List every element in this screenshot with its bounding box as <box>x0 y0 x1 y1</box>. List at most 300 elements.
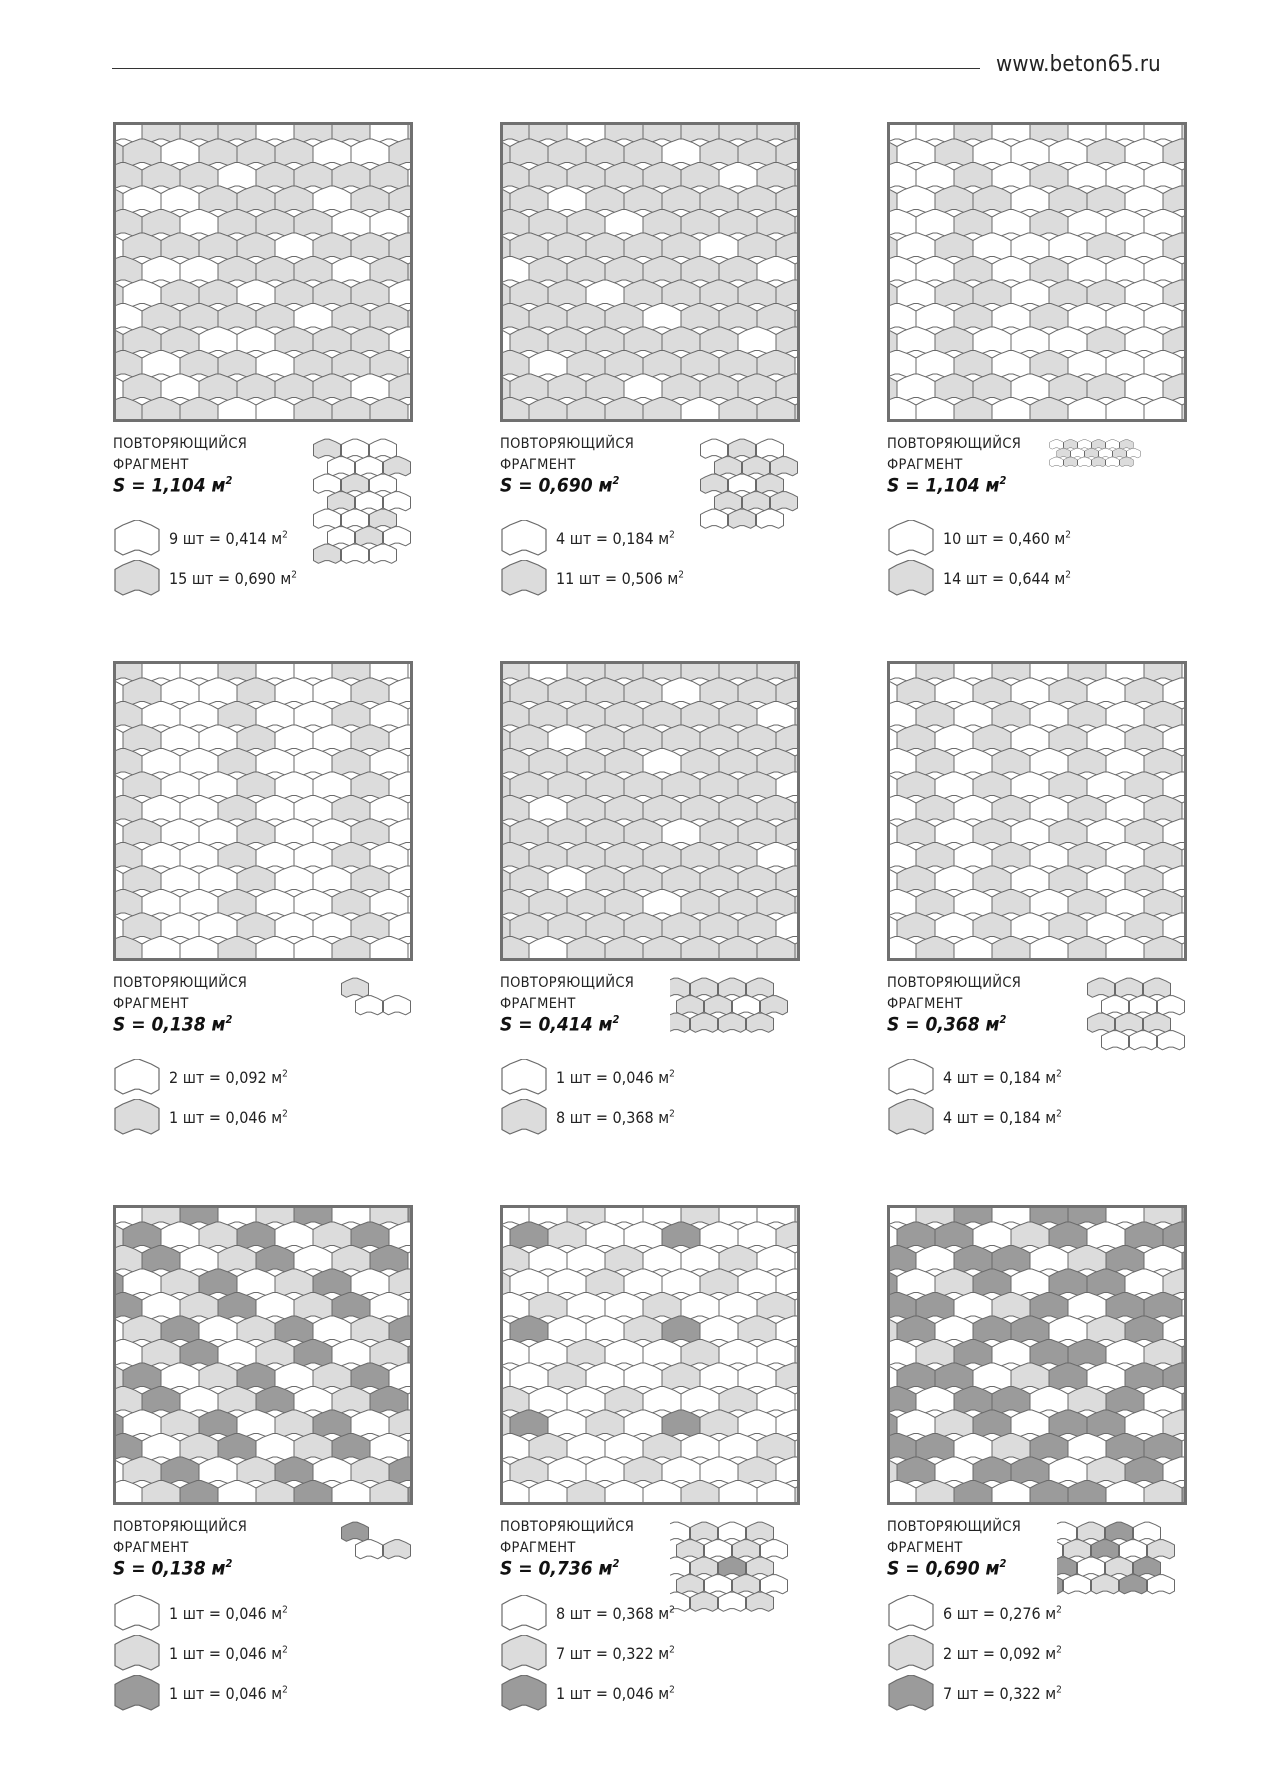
paving-tile <box>992 796 1030 823</box>
paving-tile <box>889 1635 933 1670</box>
paving-tile <box>1106 257 1144 284</box>
legend-row-white: 9 шт = 0,414 $м^2$ <box>113 520 333 560</box>
paving-tile <box>275 913 313 940</box>
paving-tile <box>662 866 700 893</box>
paving-tile <box>719 1557 746 1576</box>
paving-tile <box>332 210 370 237</box>
fragment-label: ПОВТОРЯЮЩИЙСЯ ФРАГМЕНТ <box>887 436 1022 473</box>
paving-tile <box>1049 374 1087 401</box>
paving-tile <box>1106 440 1120 450</box>
paving-tile <box>705 996 732 1015</box>
paving-tile <box>314 474 341 493</box>
paving-tile <box>237 819 275 846</box>
paving-tile <box>897 866 935 893</box>
paving-tile <box>1106 1522 1133 1541</box>
paving-tile <box>954 163 992 190</box>
paving-tile <box>719 163 757 190</box>
paving-tile <box>548 913 586 940</box>
paving-tile <box>142 1434 180 1461</box>
paving-tile <box>218 1387 256 1414</box>
light-gray-tile-swatch <box>113 560 161 600</box>
paving-tile <box>733 996 760 1015</box>
paving-pattern <box>113 1205 413 1505</box>
paving-tile <box>643 351 681 378</box>
paving-tile <box>738 1222 776 1249</box>
paving-tile <box>1064 1575 1091 1594</box>
paving-tile <box>1068 890 1106 917</box>
legend-row-light: 1 шт = 0,046 $м^2$ <box>113 1099 333 1139</box>
paving-tile <box>180 163 218 190</box>
paving-tile <box>351 1363 389 1390</box>
paving-tile <box>916 1293 954 1320</box>
paving-tile <box>1049 725 1087 752</box>
paving-tile <box>719 1434 757 1461</box>
paving-tile <box>314 439 341 458</box>
paving-tile <box>510 186 548 213</box>
paving-tile <box>567 749 605 776</box>
paving-tile <box>370 749 408 776</box>
paving-tile <box>1127 448 1141 458</box>
paving-tile <box>757 843 795 870</box>
paving-tile <box>992 257 1030 284</box>
paving-tile <box>313 1410 351 1437</box>
paving-tile <box>510 725 548 752</box>
paving-tile <box>180 796 218 823</box>
white-tile-swatch <box>113 520 161 560</box>
paving-tile <box>123 1269 161 1296</box>
light-gray-tile-swatch <box>887 560 935 600</box>
paving-tile <box>313 139 351 166</box>
paving-tile <box>237 280 275 307</box>
paving-tile <box>605 796 643 823</box>
paving-pattern <box>887 661 1187 961</box>
light-gray-tile-swatch <box>500 560 548 600</box>
paving-tile <box>935 1410 973 1437</box>
paving-tile <box>935 1269 973 1296</box>
paving-tile <box>1030 1434 1068 1461</box>
paving-tile <box>332 1387 370 1414</box>
paving-tile <box>123 1222 161 1249</box>
paving-tile <box>719 1387 757 1414</box>
paving-tile <box>1088 978 1115 997</box>
light-gray-tile-swatch <box>113 1635 161 1675</box>
paving-tile <box>624 913 662 940</box>
paving-tile <box>700 280 738 307</box>
paving-tile <box>954 257 992 284</box>
paving-tile <box>916 1340 954 1367</box>
paving-tile <box>624 280 662 307</box>
paving-tile <box>1049 678 1087 705</box>
paving-tile <box>935 186 973 213</box>
paving-tile <box>351 280 389 307</box>
paving-tile <box>624 819 662 846</box>
paving-tile <box>142 843 180 870</box>
paving-tile <box>199 1316 237 1343</box>
paving-tile <box>142 210 180 237</box>
paving-tile <box>605 1340 643 1367</box>
paving-tile <box>351 327 389 354</box>
paving-tile <box>1125 327 1163 354</box>
paving-tile <box>548 678 586 705</box>
paving-tile <box>510 866 548 893</box>
paving-tile <box>199 819 237 846</box>
legend-row-light: 8 шт = 0,368 $м^2$ <box>500 1099 720 1139</box>
paving-tile <box>142 749 180 776</box>
paving-tile <box>624 1269 662 1296</box>
paving-tile <box>218 796 256 823</box>
paving-tile <box>548 819 586 846</box>
paving-tile <box>218 702 256 729</box>
paving-tile <box>1011 678 1049 705</box>
paving-tile <box>351 678 389 705</box>
legend-row-dark: 1 шт = 0,046 $м^2$ <box>113 1675 333 1715</box>
paving-tile <box>954 749 992 776</box>
paving-tile <box>992 1387 1030 1414</box>
paving-tile <box>1068 257 1106 284</box>
paving-tile <box>142 304 180 331</box>
area-value: S = 0,736 $м^2$ <box>500 1557 620 1580</box>
paving-tile <box>161 772 199 799</box>
paving-tile <box>1068 702 1106 729</box>
paving-tile <box>897 1269 935 1296</box>
paving-tile <box>643 1434 681 1461</box>
paving-tile <box>1057 1522 1077 1541</box>
paving-tile <box>1087 725 1125 752</box>
paving-tile <box>662 1457 700 1484</box>
paving-tile <box>1078 457 1092 467</box>
paving-tile <box>1068 304 1106 331</box>
paving-tile <box>586 374 624 401</box>
paving-tile <box>605 702 643 729</box>
paving-tile <box>256 890 294 917</box>
paving-tile <box>1030 163 1068 190</box>
paving-tile <box>761 996 788 1015</box>
paving-pattern <box>887 1205 1187 1505</box>
paving-tile <box>1087 1457 1125 1484</box>
paving-tile <box>935 772 973 799</box>
paving-tile <box>548 186 586 213</box>
legend-row-white: 10 шт = 0,460 $м^2$ <box>887 520 1107 560</box>
paving-tile <box>1011 280 1049 307</box>
paving-tile <box>1158 1031 1185 1050</box>
paving-tile <box>370 702 408 729</box>
paving-tile <box>567 702 605 729</box>
paving-tile <box>897 913 935 940</box>
paving-tile <box>115 560 159 595</box>
white-tile-swatch <box>113 1059 161 1099</box>
paving-tile <box>502 1675 546 1710</box>
paving-tile <box>700 725 738 752</box>
paving-tile <box>973 186 1011 213</box>
light-gray-tile-swatch <box>500 1635 548 1675</box>
layout-variant-6 <box>887 661 1187 1127</box>
paving-tile <box>218 257 256 284</box>
paving-tile <box>662 819 700 846</box>
paving-tile <box>199 374 237 401</box>
paving-tile <box>313 186 351 213</box>
paving-tile <box>1144 749 1182 776</box>
paving-tile <box>700 1457 738 1484</box>
paving-tile <box>761 1540 788 1559</box>
paving-tile <box>992 843 1030 870</box>
paving-tile <box>605 163 643 190</box>
paving-tile <box>1049 913 1087 940</box>
paving-tile <box>738 1410 776 1437</box>
paving-tile <box>1068 843 1106 870</box>
paving-tile <box>624 725 662 752</box>
paving-tile <box>1030 1340 1068 1367</box>
paving-tile <box>643 163 681 190</box>
paving-tile <box>161 819 199 846</box>
paving-tile <box>973 233 1011 260</box>
paving-tile <box>161 913 199 940</box>
paving-tile <box>161 233 199 260</box>
paving-tile <box>180 1340 218 1367</box>
paving-tile <box>567 796 605 823</box>
paving-tile <box>313 374 351 401</box>
paving-tile <box>973 866 1011 893</box>
paving-tile <box>681 1434 719 1461</box>
paving-tile <box>342 544 369 563</box>
paving-tile <box>662 772 700 799</box>
paving-tile <box>681 796 719 823</box>
legend-row-white: 1 шт = 0,046 $м^2$ <box>500 1059 720 1099</box>
paving-tile <box>1092 440 1106 450</box>
paving-tile <box>743 492 770 511</box>
paving-tile <box>700 866 738 893</box>
paving-tile <box>275 819 313 846</box>
paving-tile <box>180 1387 218 1414</box>
paving-tile <box>681 257 719 284</box>
paving-tile <box>199 1269 237 1296</box>
paving-tile <box>294 210 332 237</box>
paving-tile <box>256 1434 294 1461</box>
paving-tile <box>123 725 161 752</box>
paving-tile <box>1049 1457 1087 1484</box>
paving-tile <box>1144 163 1182 190</box>
paving-tile <box>180 843 218 870</box>
paving-tile <box>510 1457 548 1484</box>
paving-tile <box>123 186 161 213</box>
paving-tile <box>180 351 218 378</box>
paving-tile <box>700 772 738 799</box>
paving-tile <box>548 866 586 893</box>
paving-tile <box>1130 996 1157 1015</box>
paving-tile <box>1087 913 1125 940</box>
paving-tile <box>123 139 161 166</box>
paving-tile <box>889 1675 933 1710</box>
paving-tile <box>161 725 199 752</box>
paving-tile <box>757 210 795 237</box>
paving-tile <box>218 351 256 378</box>
paving-tile <box>294 890 332 917</box>
paving-tile <box>719 1522 746 1541</box>
paving-tile <box>700 233 738 260</box>
paving-tile <box>1144 843 1182 870</box>
paving-tile <box>502 560 546 595</box>
paving-tile <box>161 327 199 354</box>
paving-tile <box>218 1246 256 1273</box>
paving-tile <box>502 1635 546 1670</box>
paving-tile <box>757 257 795 284</box>
paving-tile <box>643 843 681 870</box>
paving-tile <box>313 866 351 893</box>
paving-tile <box>954 890 992 917</box>
paving-tile <box>161 1269 199 1296</box>
paving-tile <box>218 1434 256 1461</box>
paving-tile <box>256 843 294 870</box>
paving-tile <box>1148 1575 1175 1594</box>
paving-tile <box>332 304 370 331</box>
paving-tile <box>757 351 795 378</box>
paving-tile <box>1057 1540 1063 1559</box>
paving-tile <box>1011 1410 1049 1437</box>
paving-tile <box>1106 163 1144 190</box>
paving-tile <box>370 1434 408 1461</box>
paving-tile <box>897 725 935 752</box>
paving-tile <box>605 257 643 284</box>
area-value: S = 0,690 $м^2$ <box>500 474 620 497</box>
paving-tile <box>757 439 784 458</box>
white-tile-swatch <box>887 520 935 560</box>
paving-tile <box>670 1522 690 1541</box>
paving-tile <box>142 1246 180 1273</box>
paving-tile <box>275 772 313 799</box>
paving-tile <box>670 978 690 997</box>
paving-tile <box>1011 1363 1049 1390</box>
paving-tile <box>1120 440 1134 450</box>
paving-tile <box>700 1363 738 1390</box>
paving-tile <box>342 978 369 997</box>
paving-tile <box>370 257 408 284</box>
paving-tile <box>123 678 161 705</box>
paving-tile <box>567 1340 605 1367</box>
white-tile-swatch <box>887 1059 935 1099</box>
paving-tile <box>218 1340 256 1367</box>
paving-tile <box>643 210 681 237</box>
paving-tile <box>605 1387 643 1414</box>
paving-tile <box>1087 374 1125 401</box>
paving-tile <box>973 327 1011 354</box>
paving-tile <box>548 233 586 260</box>
area-value: S = 0,414 $м^2$ <box>500 1013 620 1036</box>
paving-tile <box>719 304 757 331</box>
paving-tile <box>548 374 586 401</box>
paving-tile <box>123 1410 161 1437</box>
paving-tile <box>332 796 370 823</box>
paving-tile <box>662 327 700 354</box>
paving-tile <box>729 509 756 528</box>
paving-tile <box>294 1387 332 1414</box>
paving-tile <box>275 374 313 401</box>
paving-tile <box>1102 1031 1129 1050</box>
paving-tile <box>1106 1557 1133 1576</box>
paving-tile <box>275 678 313 705</box>
paving-tile <box>328 492 355 511</box>
paving-tile <box>294 843 332 870</box>
paving-tile <box>681 749 719 776</box>
white-tile-swatch <box>887 1595 935 1635</box>
paving-tile <box>1087 819 1125 846</box>
paving-tile <box>1144 978 1171 997</box>
paving-tile <box>1068 1340 1106 1367</box>
paving-tile <box>1144 1246 1182 1273</box>
paving-tile <box>757 304 795 331</box>
paving-tile <box>1099 448 1113 458</box>
paving-tile <box>275 1410 313 1437</box>
paving-tile <box>548 1410 586 1437</box>
paving-tile <box>510 1269 548 1296</box>
paving-tile <box>1125 233 1163 260</box>
paving-tile <box>275 139 313 166</box>
paving-tile <box>199 327 237 354</box>
paving-tile <box>662 1410 700 1437</box>
paving-tile <box>973 1410 1011 1437</box>
paving-tile <box>218 210 256 237</box>
paving-tile <box>510 139 548 166</box>
white-tile-swatch <box>500 1595 548 1635</box>
paving-tile <box>624 1363 662 1390</box>
paving-tile <box>747 1557 774 1576</box>
paving-tile <box>1144 257 1182 284</box>
paving-tile <box>1130 1031 1157 1050</box>
paving-tile <box>1087 327 1125 354</box>
paving-tile <box>973 725 1011 752</box>
paving-tile <box>313 819 351 846</box>
paving-tile <box>356 457 383 476</box>
paving-tile <box>199 678 237 705</box>
paving-tile <box>161 139 199 166</box>
paving-tile <box>1087 1410 1125 1437</box>
paving-tile <box>351 819 389 846</box>
paving-tile <box>662 1269 700 1296</box>
fragment-thumbnail <box>1039 438 1189 508</box>
paving-tile <box>502 1059 546 1094</box>
layout-variant-1 <box>113 122 413 588</box>
paving-tile <box>897 374 935 401</box>
paving-tile <box>142 351 180 378</box>
paving-tile <box>199 186 237 213</box>
paving-tile <box>700 819 738 846</box>
paving-tile <box>294 304 332 331</box>
paving-tile <box>605 1434 643 1461</box>
paving-tile <box>1011 233 1049 260</box>
legend-row-light: 11 шт = 0,506 $м^2$ <box>500 560 720 600</box>
paving-tile <box>738 678 776 705</box>
paving-tile <box>992 210 1030 237</box>
paving-tile <box>123 866 161 893</box>
paving-tile <box>1068 1293 1106 1320</box>
paving-tile <box>548 725 586 752</box>
paving-tile <box>161 1363 199 1390</box>
paving-tile <box>733 1575 760 1594</box>
paving-tile <box>199 280 237 307</box>
paving-tile <box>275 866 313 893</box>
paving-tile <box>1030 210 1068 237</box>
paving-tile <box>738 725 776 752</box>
paving-tile <box>757 796 795 823</box>
paving-tile <box>142 702 180 729</box>
paving-tile <box>992 304 1030 331</box>
paving-tile <box>275 1363 313 1390</box>
paving-tile <box>313 913 351 940</box>
paving-tile <box>1106 890 1144 917</box>
paving-tile <box>738 1457 776 1484</box>
paving-tile <box>1068 796 1106 823</box>
paving-tile <box>605 890 643 917</box>
paving-tile <box>897 186 935 213</box>
paving-tile <box>115 1059 159 1094</box>
